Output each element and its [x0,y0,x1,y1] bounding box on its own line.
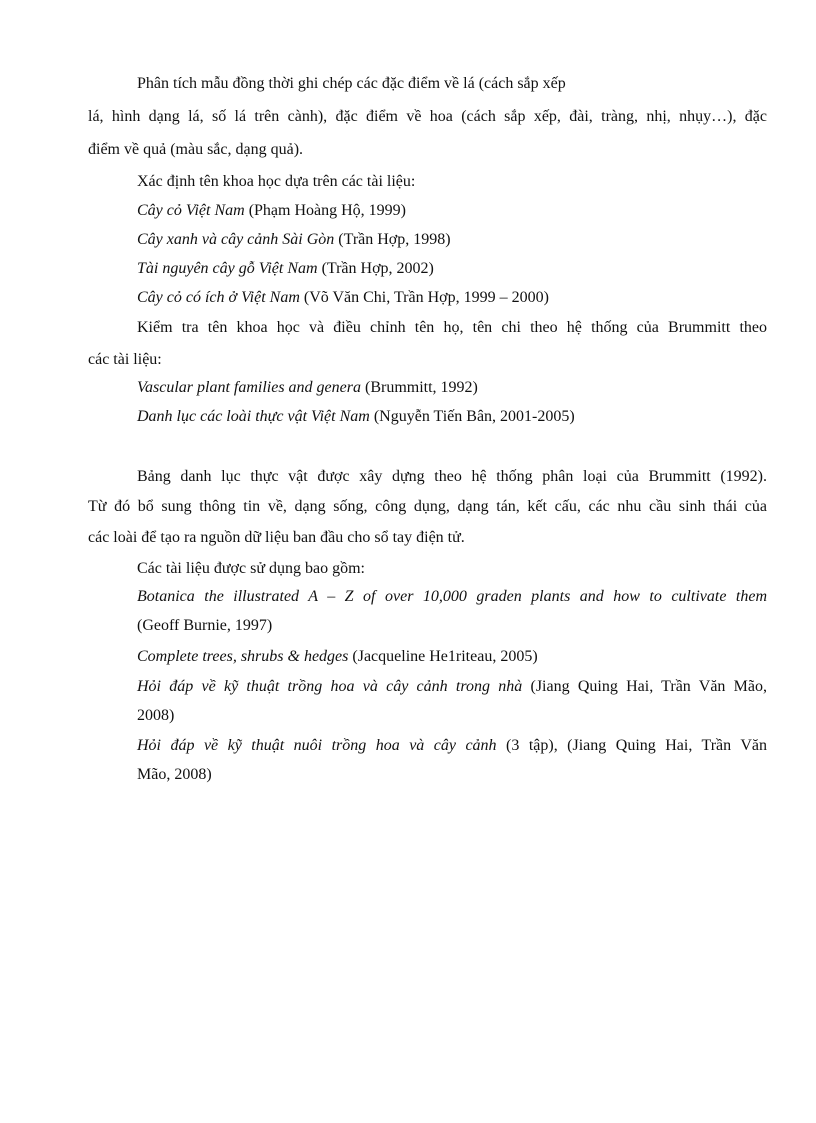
reference-citation: (Geoff Burnie, 1997) [137,617,273,634]
reference-item [137,647,538,667]
reference-citation: (Võ Văn Chi, Trần Hợp, 1999 – 2000) [299,289,549,306]
reference-citation: Mão, 2008) [137,766,212,783]
reference-citation: (Phạm Hoàng Hộ, 1999) [244,202,406,219]
reference-title: Cây cỏ có ích ở Việt Nam [137,289,300,306]
reference-citation: (Jiang Quing Hai, Trần Văn Mão, [522,678,768,695]
reference-title: Hỏi đáp về kỹ thuật nuôi trồng hoa và cây cảnh [137,737,497,754]
reference-title: Botanica the illustrated A – Z of over 10,000 graden plants and how to cultivate them [137,588,767,605]
reference-item [137,230,451,250]
reference-item [137,288,549,308]
reference-title: Complete trees, shrubs & hedges [137,648,349,665]
paragraph-line: các loài để tạo ra nguồn dữ liệu ban đầu cho sổ tay điện tử. [88,529,465,546]
reference-citation: (Brummitt, 1992) [360,379,478,396]
paragraph-line: Bảng danh lục thực vật được xây dựng theo hệ thống phân loại của Brummitt (1992). [137,468,767,485]
reference-item [137,736,767,756]
reference-citation: (Trần Hợp, 2002) [317,260,434,277]
paragraph-line: Xác định tên khoa học dựa trên các tài liệu: [137,173,416,190]
paragraph-line: Các tài liệu được sử dụng bao gồm: [137,560,365,577]
reference-title: Cây cỏ Việt Nam [137,202,245,219]
reference-item [137,259,434,279]
reference-title: Danh lục các loài thực vật Việt Nam [137,408,370,425]
reference-citation: (3 tập), (Jiang Quing Hai, Trần Văn [496,737,768,754]
reference-item [137,587,767,607]
paragraph-line: điểm về quả (màu sắc, dạng quả). [88,141,304,158]
reference-item [137,407,575,427]
paragraph-line: Từ đó bổ sung thông tin về, dạng sống, công dụng, dạng tán, kết cấu, các nhu cầu sinh thái của [88,498,767,515]
paragraph-line: Phân tích mẫu đồng thời ghi chép các đặc điểm về lá (cách sắp xếp [137,75,566,92]
reference-title: Cây xanh và cây cảnh Sài Gòn [137,231,335,248]
reference-citation: (Trần Hợp, 1998) [334,231,451,248]
reference-item [137,378,478,398]
reference-item [137,201,406,221]
reference-title: Vascular plant families and genera [137,379,361,396]
paragraph-line: các tài liệu: [88,351,162,368]
reference-item [137,677,767,697]
reference-title: Hỏi đáp về kỹ thuật trồng hoa và cây cảnh trong nhà [137,678,523,695]
reference-citation: (Nguyễn Tiến Bân, 2001-2005) [369,408,575,425]
paragraph-line: Kiểm tra tên khoa học và điều chỉnh tên họ, tên chi theo hệ thống của Brummitt theo [137,319,767,336]
paragraph-line: lá, hình dạng lá, số lá trên cành), đặc điểm về hoa (cách sắp xếp, đài, tràng, nhị, nhụy…), đặc [88,108,767,125]
reference-citation: 2008) [137,707,175,724]
reference-citation: (Jacqueline He1riteau, 2005) [348,648,538,665]
reference-title: Tài nguyên cây gỗ Việt Nam [137,260,318,277]
